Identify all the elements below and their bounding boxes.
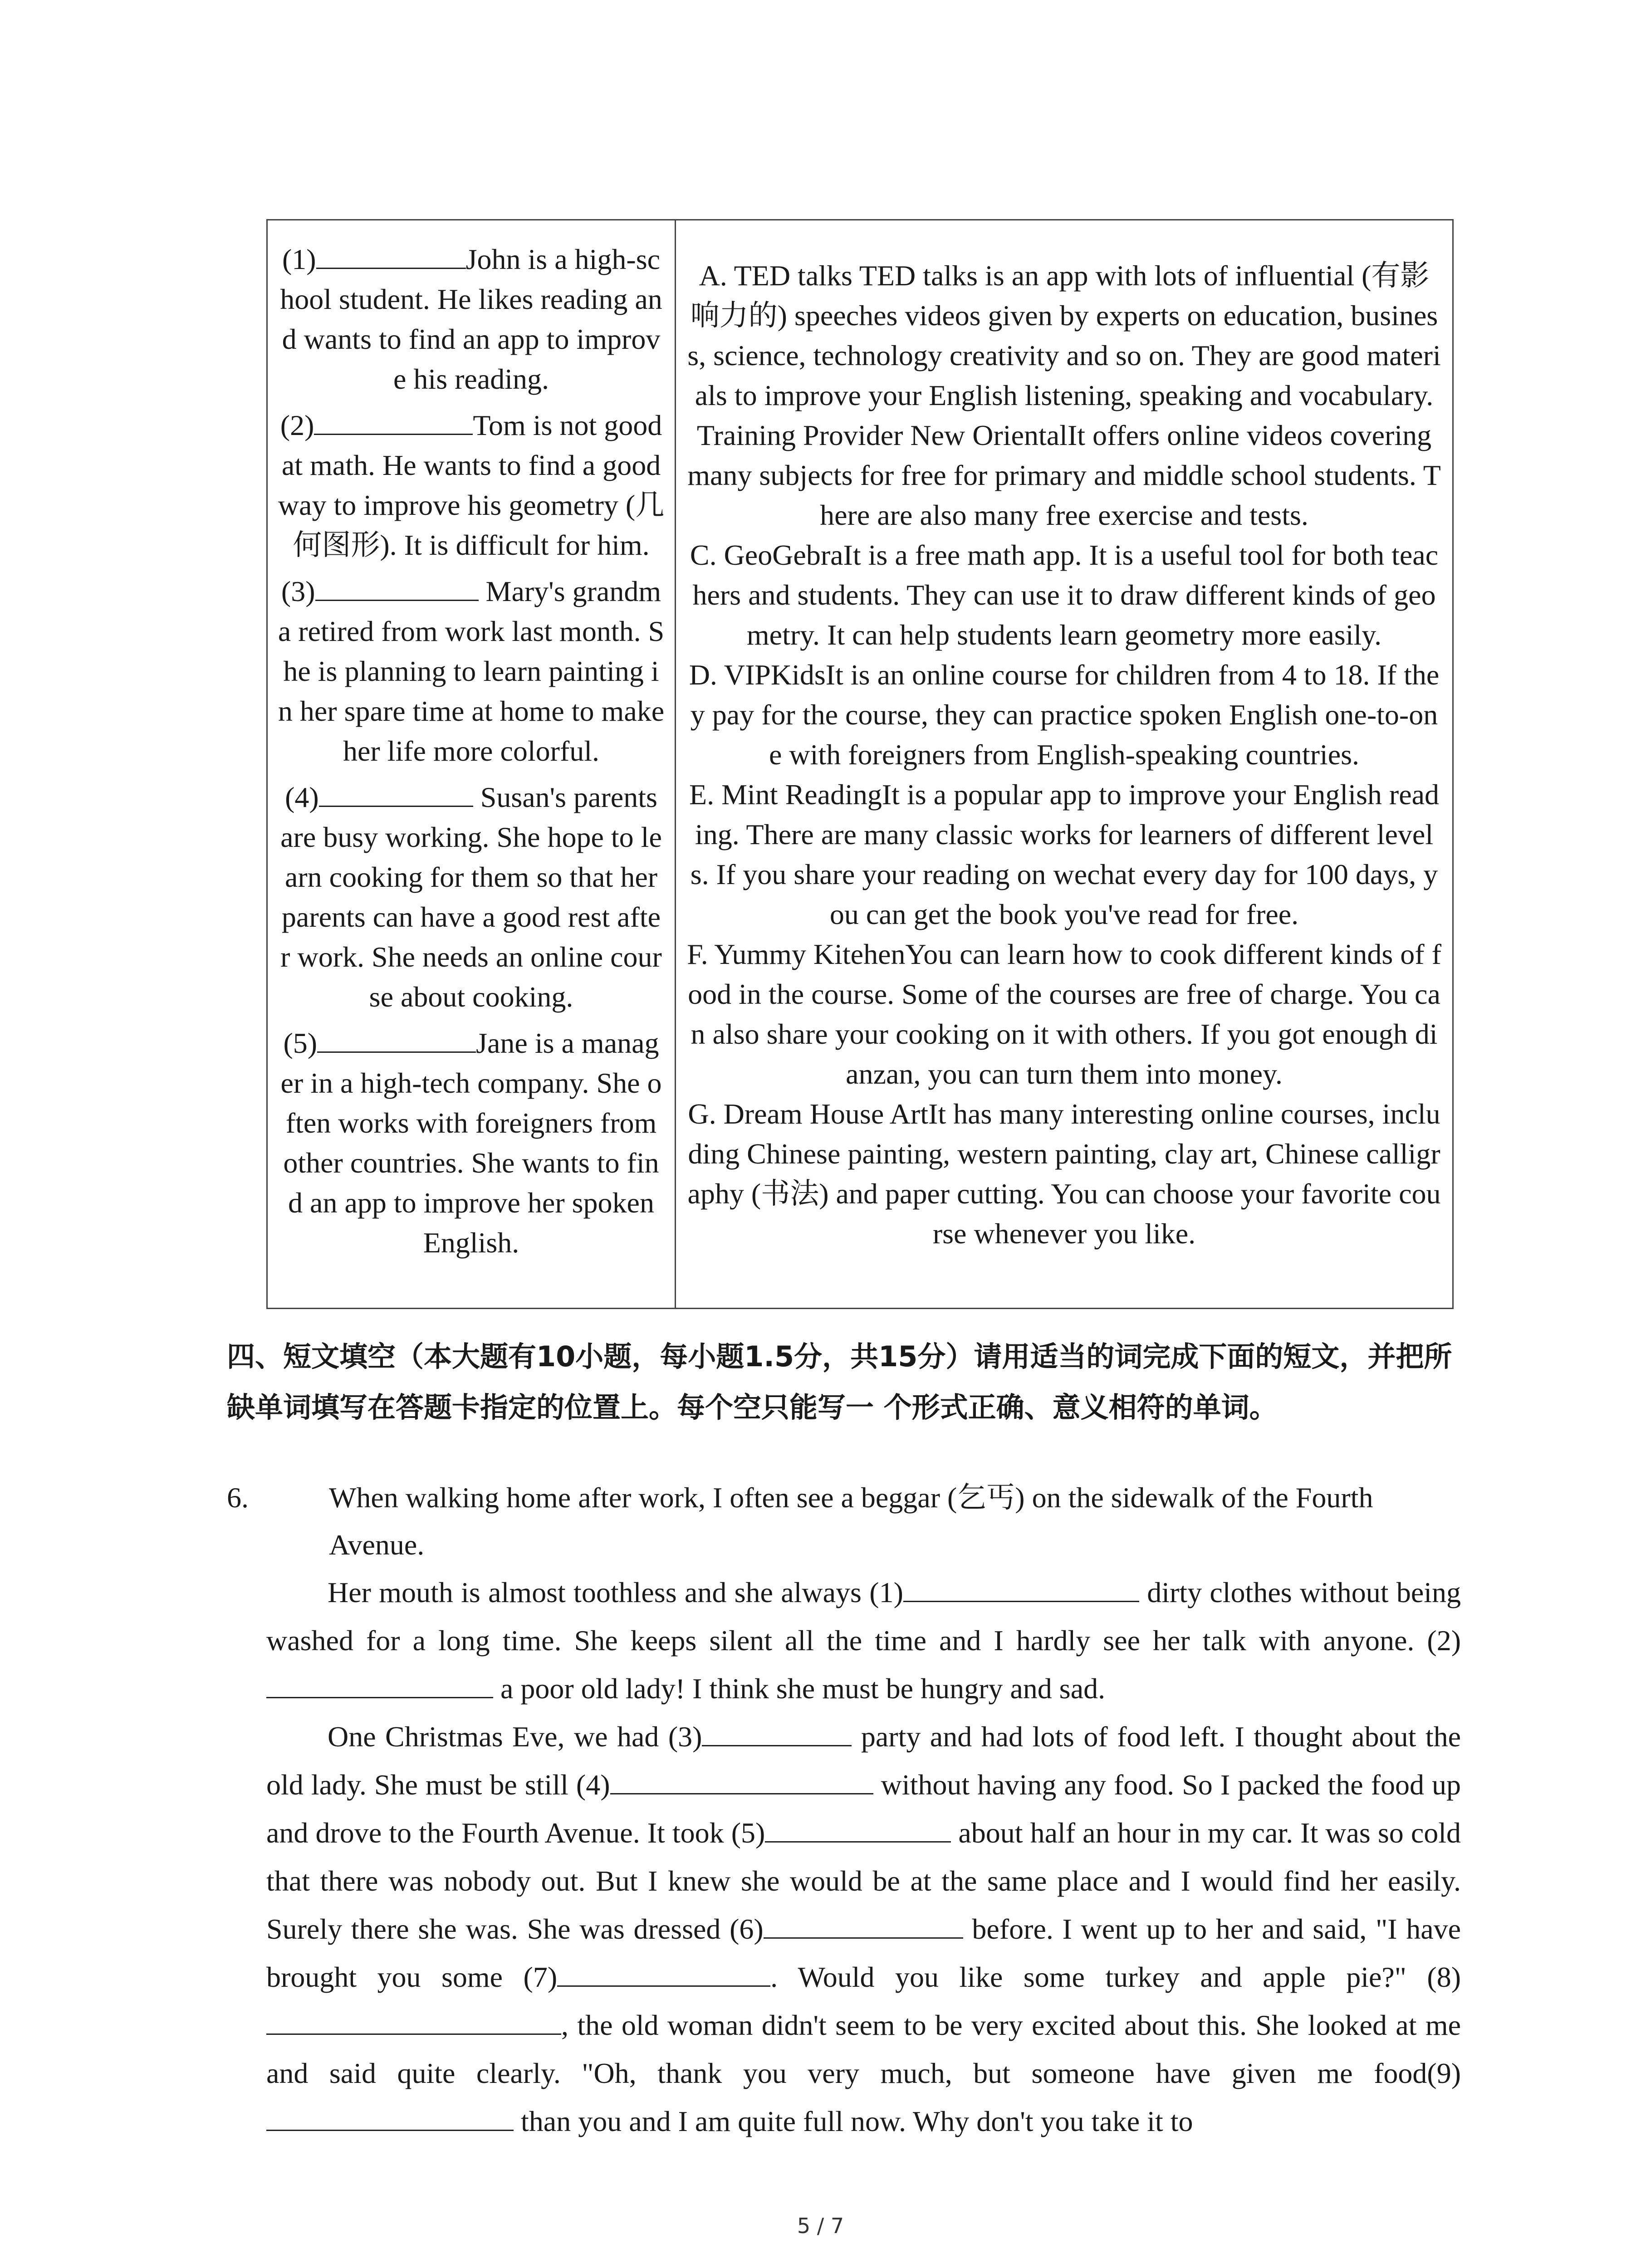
question-2: (2) Tom is not good at math. He wants to find a good way to improve his geometry (几何图形). It is difficult for him.: [278, 406, 665, 565]
question-1: (1) John is a high-school student. He likes reading and wants to find an app to improve his reading.: [278, 240, 665, 399]
answer-blank-1[interactable]: [316, 240, 466, 269]
blank-8[interactable]: [266, 2006, 561, 2035]
question-5: (5) Jane is a manager in a high-tech company. She often works with foreigners from other countries. She wants to find an app to improve her spoken English.: [278, 1023, 665, 1263]
option-c: C. GeoGebraIt is a free math app. It is a useful tool for both teachers and students. They can use it to draw different kinds of geometry. It can help students learn geometry more easily.: [690, 539, 1439, 651]
passage: [227, 1474, 1461, 2146]
blank-9[interactable]: [266, 2102, 514, 2131]
blank-3[interactable]: [702, 1718, 852, 1746]
question-number: 6.: [227, 1481, 249, 1514]
passage-intro: 6. When walking home after work, I often see a beggar (乞丐) on the sidewalk of the Fourth Avenue.: [227, 1474, 1461, 1569]
paragraph-2: One Christmas Eve, we had (3) party and had lots of food left. I thought about the old lady. She must be still (4) without having any food. So I packed the food up and drove to the Fourth Avenue. It took (5) about half an hour in my car. It was so cold that there was nobody out. But I knew she would be at the same place and I would find her easily. Surely there she was. She was dressed (6) before. I went up to her and said, "I have brought you some (7) . Would you like some turkey and apple pie?" (8), the old woman didn't seem to be very excited about this. She looked at me and said quite clearly. "Oh, thank you very much, but someone have given me food(9) than you and I am quite full now. Why don't you take it to: [227, 1713, 1461, 2146]
answer-blank-2[interactable]: [314, 406, 473, 435]
option-a: A. TED talks TED talks is an app with lots of influential (有影响力的) speeches videos given by experts on education, business, science, technology creativity and so on. They are good materials to improve your English listening, speaking and vocabulary. Training Provider New OrientalIt offers online videos covering many subjects for free for primary and middle school students. There are also many free exercise and tests.: [687, 259, 1441, 531]
blank-1[interactable]: [903, 1574, 1139, 1602]
option-e: E. Mint ReadingIt is a popular app to improve your English reading. There are many classic works for learners of different levels. If you share your reading on wechat every day for 100 days, you can get the book you've read for free.: [689, 778, 1439, 930]
page-number: 5 / 7: [797, 2214, 844, 2238]
answer-blank-4[interactable]: [319, 778, 473, 807]
answer-blank-3[interactable]: [315, 572, 479, 601]
blank-7[interactable]: [557, 1958, 770, 1987]
answer-blank-5[interactable]: [317, 1024, 476, 1053]
options-column: [676, 220, 1453, 1309]
option-g: G. Dream House ArtIt has many interesting online courses, including Chinese painting, western painting, clay art, Chinese calligraphy (书法) and paper cutting. You can choose your favorite course whenever you like.: [687, 1098, 1441, 1250]
blank-6[interactable]: [764, 1910, 963, 1939]
blank-5[interactable]: [765, 1814, 951, 1843]
option-d: D. VIPKidsIt is an online course for children from 4 to 18. If they pay for the course, they can practice spoken English one-to-one with foreigners from English-speaking countries.: [689, 659, 1440, 771]
option-f: F. Yummy KitehenYou can learn how to cook different kinds of food in the course. Some of the courses are free of charge. You can also share your cooking on it with others. If you got enough dianzan, you can turn them into money.: [687, 938, 1441, 1090]
paragraph-1: Her mouth is almost toothless and she always (1) dirty clothes without being washed for a long time. She keeps silent all the time and I hardly see her talk with anyone. (2) a poor old lady! I think she must be hungry and sad.: [227, 1569, 1461, 1713]
blank-4[interactable]: [610, 1766, 873, 1794]
section-heading: 四、短文填空（本大题有10小题，每小题1.5分，共15分）请用适当的词完成下面的短文，并把所缺单词填写在答题卡指定的位置上。每个空只能写一 个形式正确、意义相符的单词。: [227, 1340, 1452, 1424]
question-4: (4) Susan's parents are busy working. She hope to learn cooking for them so that her parents can have a good rest after work. She needs an online course about cooking.: [278, 777, 665, 1017]
question-3: (3) Mary's grandma retired from work last month. She is planning to learn painting in her spare time at home to make her life more colorful.: [278, 572, 665, 771]
matching-table: [266, 219, 1454, 1309]
questions-column: [267, 220, 676, 1309]
blank-2[interactable]: [266, 1670, 493, 1698]
